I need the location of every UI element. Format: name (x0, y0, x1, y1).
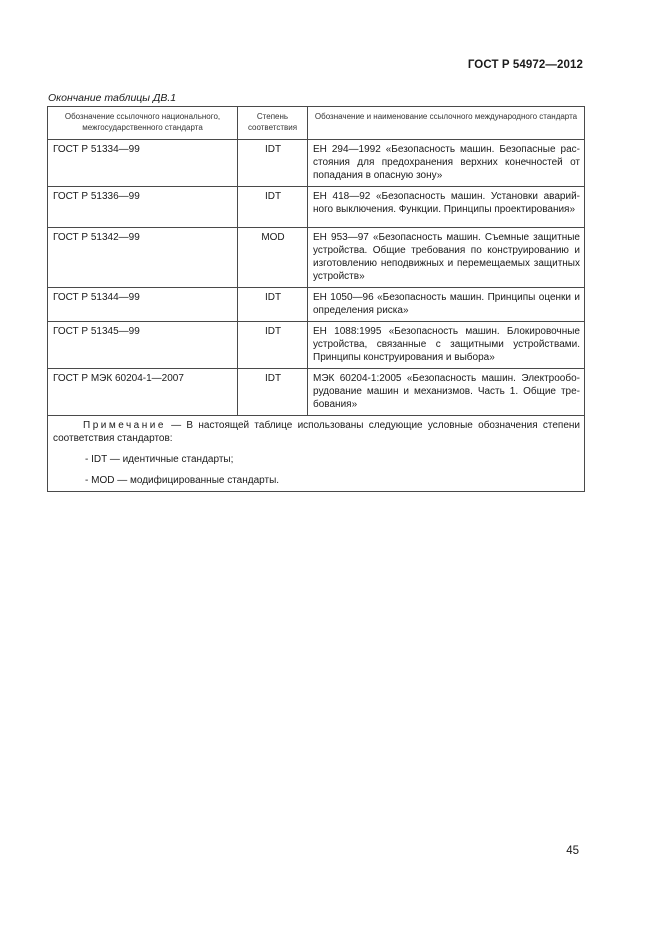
table-caption: Окончание таблицы ДВ.1 (48, 92, 177, 104)
international-standard-name: ЕН 1088:1995 «Безопасность машин. Блокировочные устройства, связанные с защитными устройствами. Принципы конструирования и выбора» (308, 322, 585, 369)
table-row (48, 369, 585, 416)
table-header-row (48, 107, 585, 140)
note-paragraph (53, 419, 580, 445)
degree-of-correspondence: MOD (238, 228, 308, 288)
national-standard-code: ГОСТ Р 51334—99 (48, 140, 238, 187)
degree-of-correspondence: IDT (238, 140, 308, 187)
note-text: — В настоящей таблице использованы следующие условные обозначения степени соответствия стандартов: (53, 420, 580, 444)
international-standard-name: ЕН 1050—96 «Безопасность машин. Принципы оценки и определения риска» (308, 288, 585, 322)
table-row (48, 288, 585, 322)
degree-of-correspondence: IDT (238, 369, 308, 416)
legend-item-idt: - IDT — идентичные стандарты; (85, 454, 234, 465)
table-note (48, 416, 585, 492)
legend-item-mod: - MOD — модифицированные стандарты. (85, 475, 280, 486)
international-standard-name: МЭК 60204-1:2005 «Безопасность машин. Электрооборудование машин и механизмов. Часть 1. Общие требования» (308, 369, 585, 416)
header-international-standard: Обозначение и наименование ссылочного международного стандарта (308, 107, 585, 140)
table-row (48, 140, 585, 187)
international-standard-name: ЕН 953—97 «Безопасность машин. Съемные защитные устройства. Общие требования по конструированию и изготовлению неподвижных и перемещаемых защитных устройств» (308, 228, 585, 288)
degree-of-correspondence: IDT (238, 187, 308, 228)
standards-table (47, 106, 585, 492)
national-standard-code: ГОСТ Р 51342—99 (48, 228, 238, 288)
note-label: Примечание (83, 420, 166, 431)
international-standard-name: ЕН 294—1992 «Безопасность машин. Безопасные расстояния для предохранения верхних конечностей от попадания в опасную зону» (308, 140, 585, 187)
table-row (48, 228, 585, 288)
national-standard-code: ГОСТ Р 51336—99 (48, 187, 238, 228)
national-standard-code: ГОСТ Р 51344—99 (48, 288, 238, 322)
page-number: 45 (566, 845, 579, 857)
document-code: ГОСТ Р 54972—2012 (467, 59, 583, 71)
degree-of-correspondence: IDT (238, 322, 308, 369)
international-standard-name: ЕН 418—92 «Безопасность машин. Установки аварийного выключения. Функции. Принципы проектирования» (308, 187, 585, 228)
table-row (48, 322, 585, 369)
header-degree: Степень соответствия (238, 107, 308, 140)
header-national-standard: Обозначение ссылочного национального, межгосударственного стандарта (48, 107, 238, 140)
degree-of-correspondence: IDT (238, 288, 308, 322)
national-standard-code: ГОСТ Р 51345—99 (48, 322, 238, 369)
national-standard-code: ГОСТ Р МЭК 60204-1—2007 (48, 369, 238, 416)
table-row (48, 187, 585, 228)
table-note-row (48, 416, 585, 492)
